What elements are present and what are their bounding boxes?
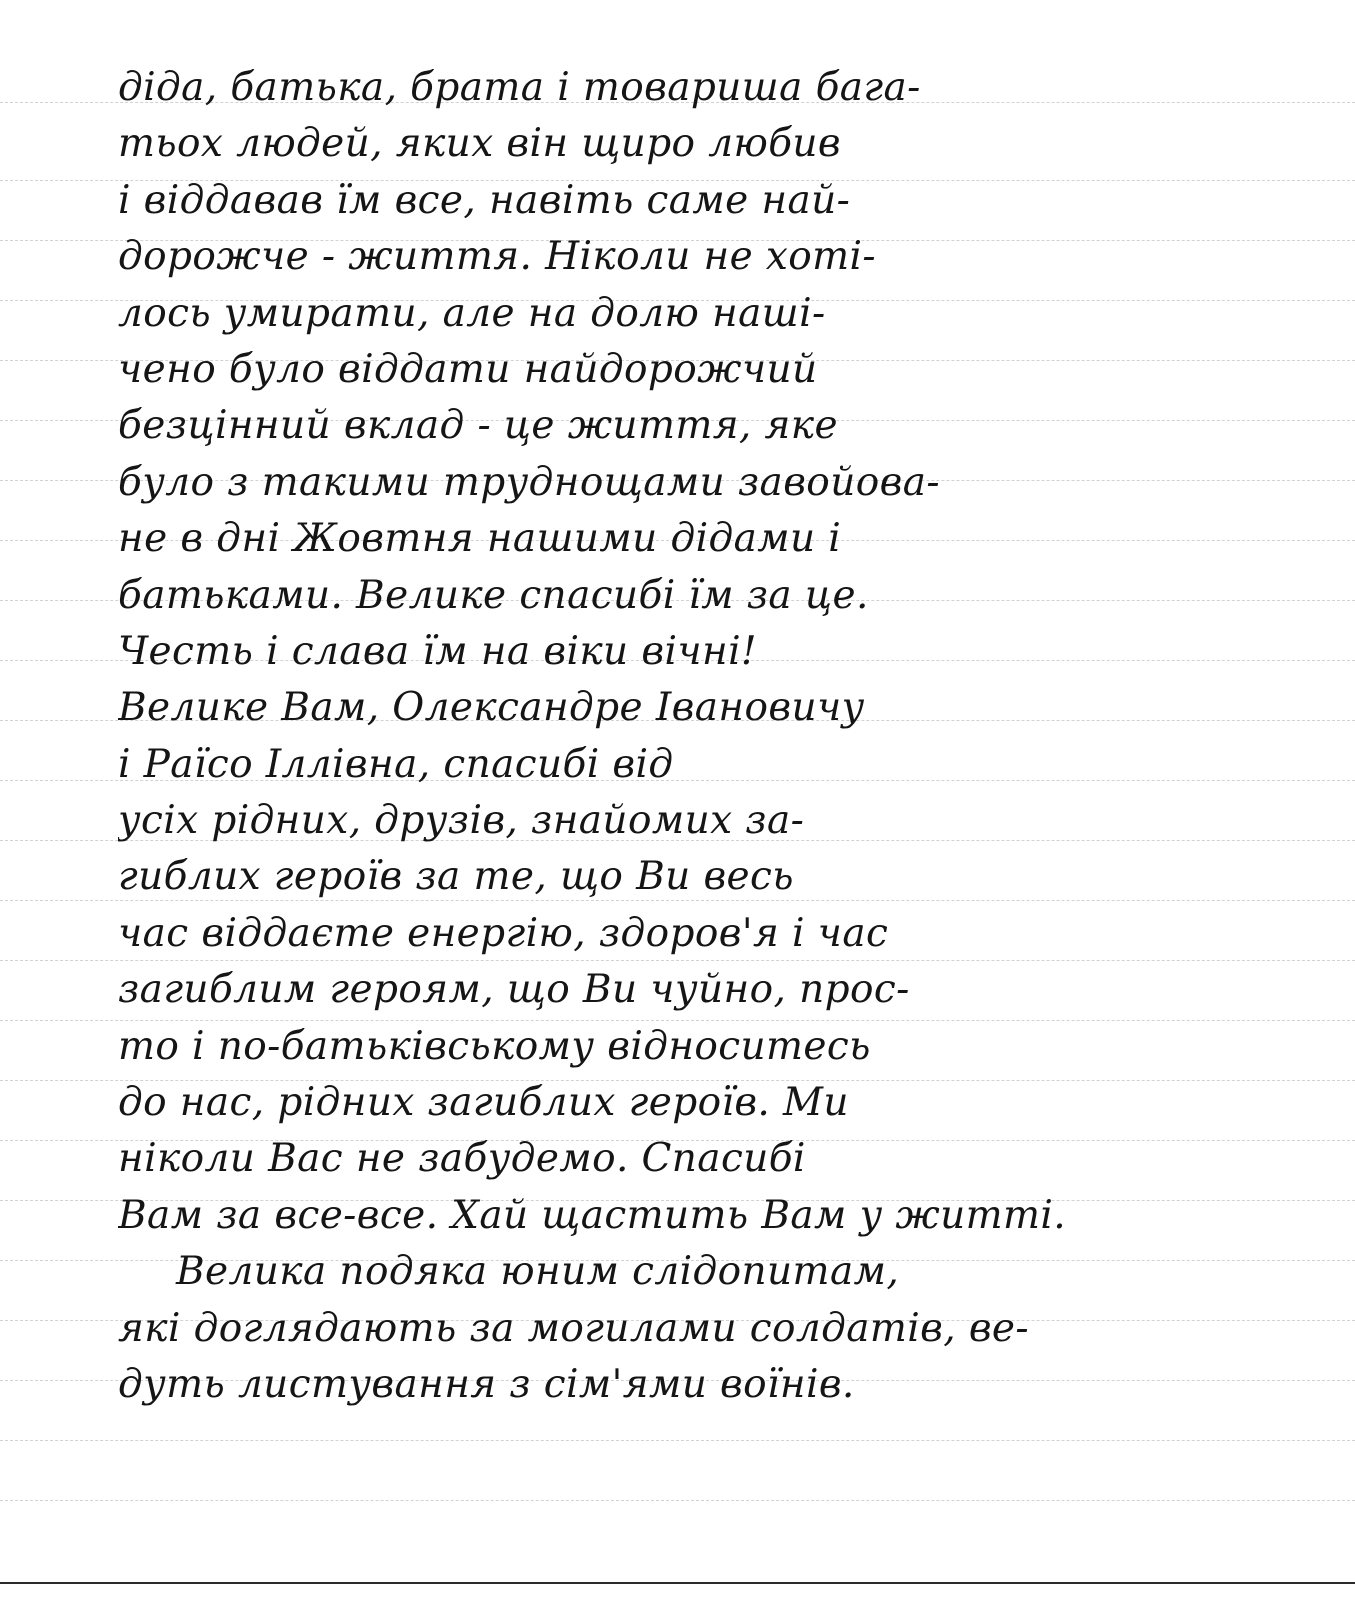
ruled-line (0, 1440, 1355, 1441)
letter-line: батьками. Велике спасибі їм за це. (118, 572, 869, 618)
letter-line: загиблим героям, що Ви чуйно, прос- (118, 967, 910, 1013)
handwritten-letter-text (118, 60, 1233, 1413)
letter-line: Велике Вам, Олександре Івановичу (118, 685, 865, 731)
letter-line: безцінний вклад - це життя, яке (118, 403, 838, 449)
letter-line: гиблих героїв за те, що Ви весь (118, 854, 794, 900)
letter-line: усіх рідних, друзів, знайомих за- (118, 798, 805, 844)
ruled-line (0, 1500, 1355, 1501)
letter-line: і віддавав їм все, навіть саме най- (118, 177, 851, 223)
letter-line: лось умирати, але на долю наші- (118, 290, 826, 336)
page-bottom-border (0, 1582, 1355, 1584)
letter-line: і Раїсо Іллівна, спасибі від (118, 741, 674, 787)
letter-line: дорожче - життя. Ніколи не хоті- (118, 234, 876, 280)
letter-line: Велика подяка юним слідопитам, (176, 1249, 900, 1295)
letter-line: Честь і слава їм на віки вічні! (118, 628, 758, 674)
letter-line: то і по-батьківському відноситесь (118, 1023, 871, 1069)
letter-line: час віддаєте енергію, здоров'я і час (118, 910, 889, 956)
letter-line: чено було віддати найдорожчий (118, 346, 818, 392)
letter-line: які доглядають за могилами солдатів, ве- (118, 1305, 1029, 1351)
letter-line: до нас, рідних загиблих героїв. Ми (118, 1080, 849, 1126)
letter-line: ніколи Вас не забудемо. Спасибі (118, 1136, 806, 1182)
letter-line: тьох людей, яких він щиро любив (118, 121, 842, 167)
letter-line: дуть листування з сім'ями воїнів. (118, 1361, 855, 1407)
letter-line: не в дні Жовтня нашими дідами і (118, 516, 842, 562)
letter-line: Вам за все-все. Хай щастить Вам у житті. (118, 1192, 1067, 1238)
letter-line: було з такими труднощами завойова- (118, 459, 940, 505)
letter-line: діда, батька, брата і товариша бага- (118, 65, 921, 110)
